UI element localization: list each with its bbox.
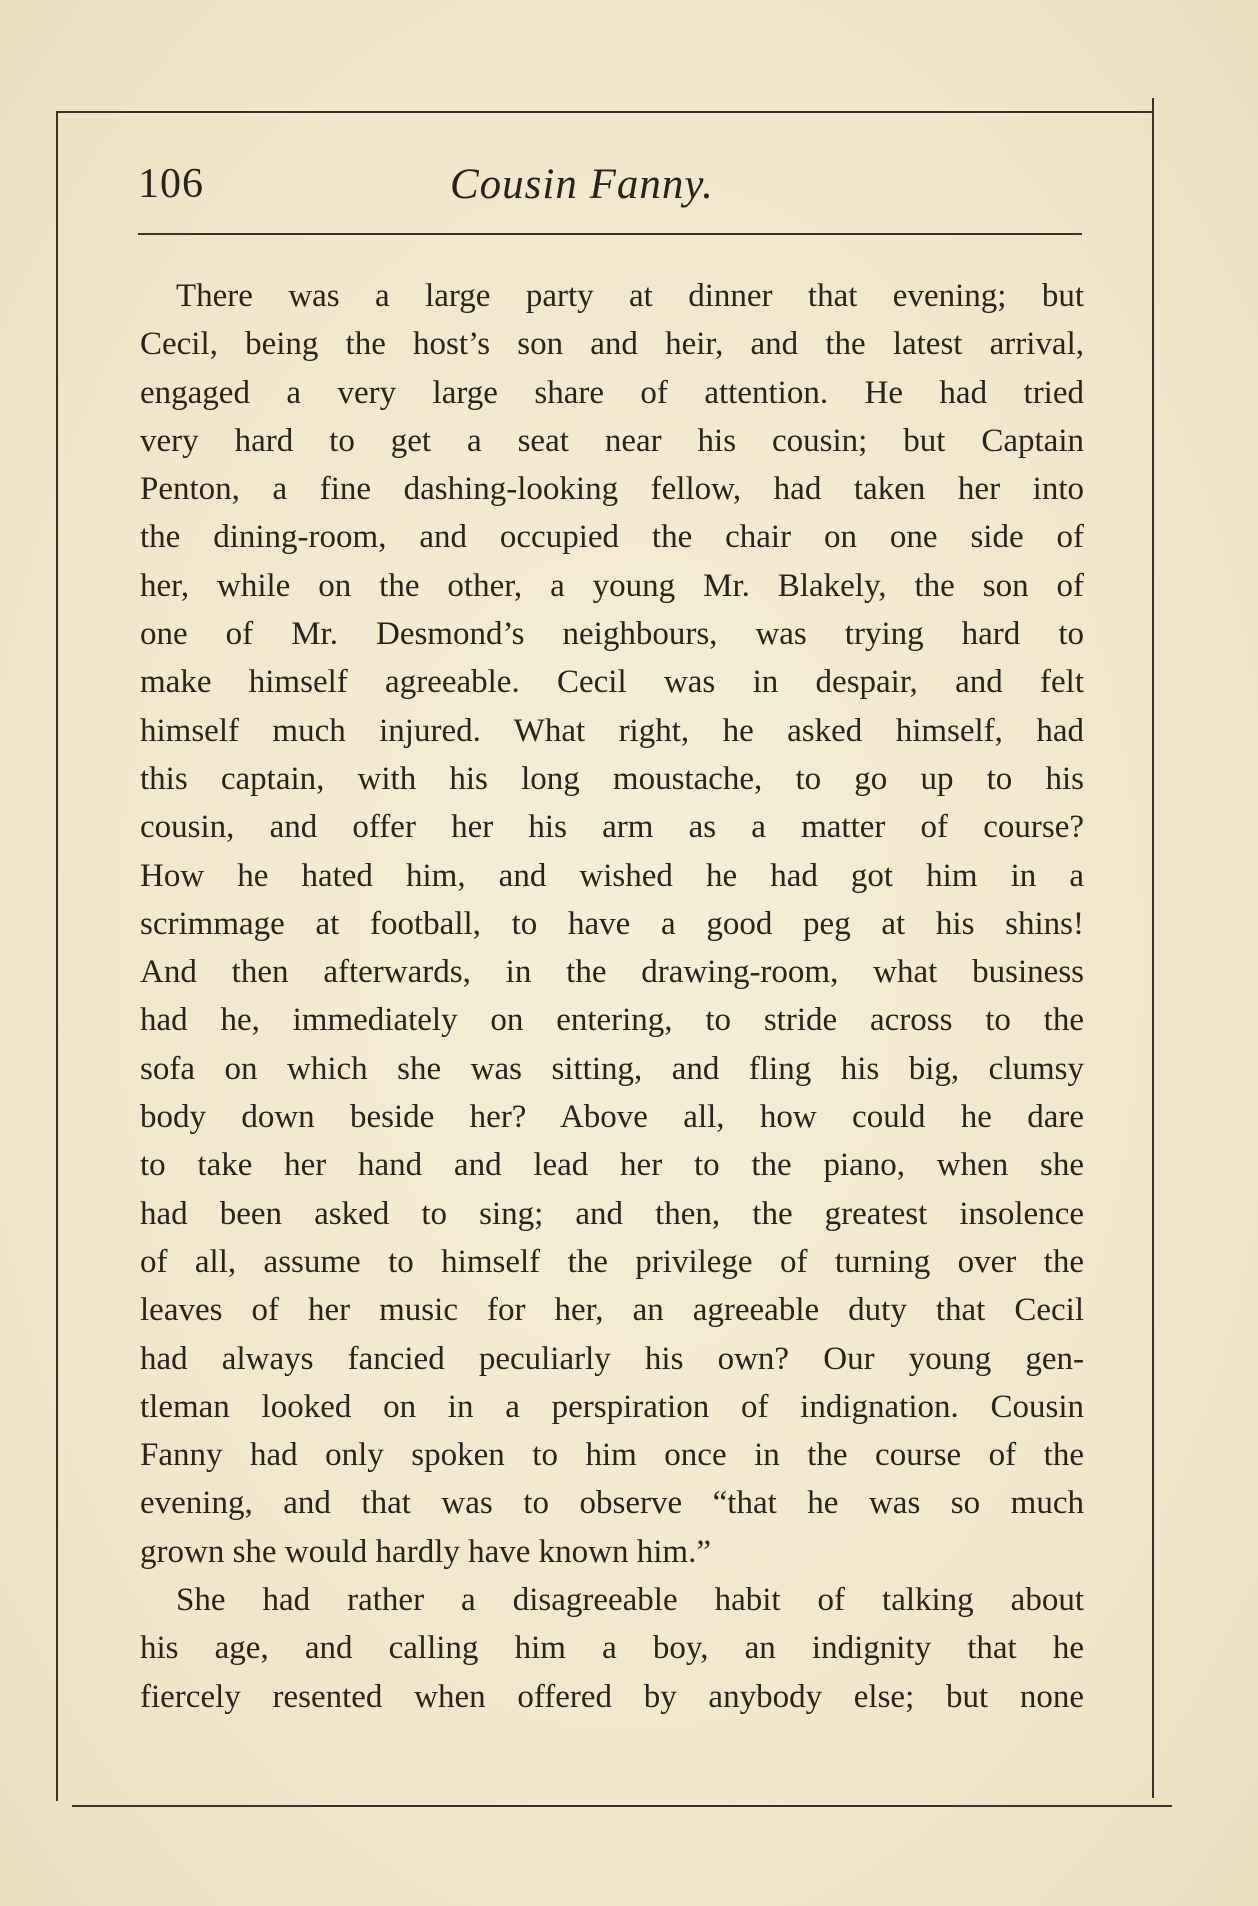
text-line: fiercely resented when offered by anybody else; but none — [140, 1678, 1084, 1715]
text-line: grown she would hardly have known him.” — [140, 1533, 711, 1570]
text-line: She had rather a disagreeable habit of talking about — [176, 1582, 1084, 1619]
text-line: There was a large party at dinner that evening; but — [176, 278, 1084, 314]
text-line: to take her hand and lead her to the piano, when she — [140, 1147, 1084, 1184]
text-line: make himself agreeable. Cecil was in despair, and felt — [140, 664, 1084, 701]
text-line: body down beside her? Above all, how could he dare — [140, 1099, 1084, 1136]
text-line: had always fancied peculiarly his own? Our young gen- — [140, 1340, 1084, 1377]
text-line: her, while on the other, a young Mr. Blakely, the son of — [140, 567, 1084, 604]
text-line: cousin, and offer her his arm as a matter of course? — [140, 809, 1084, 846]
text-line: himself much injured. What right, he asked himself, had — [140, 712, 1084, 749]
text-line: the dining-room, and occupied the chair on one side of — [140, 519, 1084, 556]
body-text — [140, 272, 1084, 1721]
text-line: his age, and calling him a boy, an indignity that he — [140, 1630, 1084, 1667]
text-line: scrimmage at football, to have a good peg at his shins! — [140, 905, 1084, 942]
text-line: this captain, with his long moustache, to go up to his — [140, 760, 1084, 797]
text-line: leaves of her music for her, an agreeable duty that Cecil — [140, 1292, 1084, 1329]
frame-left-rule — [56, 111, 58, 1801]
text-line: Fanny had only spoken to him once in the course of the — [140, 1437, 1084, 1474]
text-line: How he hated him, and wished he had got him in a — [140, 857, 1084, 894]
text-line: And then afterwards, in the drawing-room, what business — [140, 954, 1084, 991]
text-line: sofa on which she was sitting, and fling his big, clumsy — [140, 1050, 1084, 1087]
text-line: had he, immediately on entering, to stride across to the — [140, 1002, 1084, 1039]
text-line: engaged a very large share of attention. He had tried — [140, 374, 1084, 411]
running-title: Cousin Fanny. — [450, 161, 714, 208]
frame-right-rule — [1152, 98, 1154, 1798]
text-line: of all, assume to himself the privilege of turning over the — [140, 1243, 1084, 1280]
page-header — [138, 160, 1086, 220]
frame-bottom-rule — [72, 1805, 1172, 1807]
text-line: one of Mr. Desmond’s neighbours, was trying hard to — [140, 616, 1084, 653]
page-number: 106 — [138, 161, 204, 207]
text-line: evening, and that was to observe “that he was so much — [140, 1485, 1084, 1522]
header-rule — [138, 233, 1082, 235]
frame-top-rule — [56, 111, 1154, 113]
text-line: Penton, a fine dashing-looking fellow, had taken her into — [140, 471, 1084, 508]
text-line: had been asked to sing; and then, the greatest insolence — [140, 1195, 1084, 1232]
text-line: very hard to get a seat near his cousin; but Captain — [140, 422, 1084, 459]
text-line: tleman looked on in a perspiration of indignation. Cousin — [140, 1388, 1084, 1425]
text-line: Cecil, being the host’s son and heir, and the latest arrival, — [140, 326, 1084, 363]
